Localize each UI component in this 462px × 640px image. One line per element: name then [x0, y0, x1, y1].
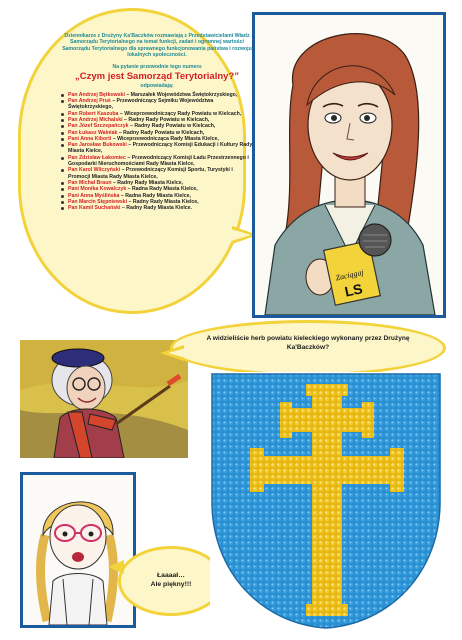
respondents-list: [59, 92, 255, 212]
crest-photo: [210, 372, 442, 630]
respondent-name: Pani Monika Kowalczyk: [68, 186, 127, 193]
answer-lead: odpowiadają:: [140, 83, 174, 90]
question-title: „Czym jest Samorząd Terytorialny?”: [74, 71, 239, 83]
respondent-role: – Radny Rady Miasta Kielce.: [120, 205, 192, 212]
respondent-role: – Radna Rady Miasta Kielce,: [126, 186, 198, 193]
respondent-item: [68, 155, 255, 168]
interview-intro: Dziennikarze z Drużyny Ka'Baczków rozmawiają z Przedstawicielami Władz Samorządu Terytorialnego na temat funkcji, zadań i ogromnej wartości Samorządu Terytorialnego dla sprawnego funkcjonowania państwa i rozwoju lokalnych społeczności.: [62, 33, 252, 58]
respondent-name: Pan Marcin Stępniewski: [68, 198, 128, 205]
girl-reply-line1: Łaaaał…: [157, 572, 185, 579]
respondent-name: Pan Michał Braun: [68, 179, 112, 186]
respondent-name: Pan Robert Kaszuba: [68, 110, 119, 117]
respondent-name: Pan Andrzej Pruś: [68, 98, 111, 105]
respondent-item: [68, 167, 255, 180]
bubble-tail-fill: [168, 348, 186, 358]
respondent-name: Pan Kamil Suchański: [68, 205, 121, 212]
crest-mosaic: [210, 372, 442, 630]
girl-reply-bubble: [118, 546, 224, 616]
respondent-role: – Przewodniczący Komisji Edukacji i Kultury Rady Miasta Kielce,: [68, 142, 253, 155]
reporter-illustration: [252, 12, 446, 318]
respondent-role: – Radny Rady Miasta Kielce,: [127, 198, 199, 205]
respondent-name: Pan Łukasz Wainiak: [68, 129, 118, 136]
respondent-name: Pan Karol Wilczyński: [68, 167, 121, 174]
respondent-role: – Przewodniczący Komisji Ładu Przestrzennego i Gospodarki Nieruchomościami Rady Miasta Kielce,: [68, 154, 249, 168]
crest-question-text: A widzieliście herb powiatu kieleckiego wykonany przez Drużynę Ka'Baczków?: [206, 335, 410, 351]
bubble-tail: [108, 560, 124, 574]
respondent-item: [68, 205, 255, 211]
respondent-role: – Wiceprzewodniczący Rady Powiatu w Kielcach,: [118, 110, 242, 117]
respondent-role: – Przewodniczący Sejmiku Województwa Świętokrzyskiego,: [68, 98, 214, 111]
question-lead: Na pytanie przewodnie tego numeru: [112, 64, 202, 71]
interview-text-block: [59, 33, 255, 211]
crest-question-bubble: [170, 320, 446, 376]
respondent-item: [68, 98, 255, 111]
microphone-label-line1: Zaciągaj: [334, 267, 365, 283]
respondent-name: Pan Józef Szczepańczyk: [68, 123, 129, 130]
respondent-name: Pani Anna Kiborti: [68, 135, 112, 142]
respondent-name: Pan Jarosław Bukowski: [68, 142, 127, 149]
respondent-role: – Radny Rady Powiatu w Kielcach,: [122, 116, 210, 123]
girl-reply-text: [121, 571, 221, 589]
respondent-role: – Radny Rady Powiatu w Kielcach,: [128, 123, 216, 130]
respondent-role: – Przewodniczący Komisji Sportu, Turystyki i Promocji Miasta Rady Miasta Kielce,: [68, 167, 233, 180]
bubble-tail-fill: [231, 229, 251, 241]
girl-illustration: [20, 472, 136, 628]
respondent-role: – Marszałek Województwa Świętokrzyskiego,: [124, 91, 238, 98]
microphone-label-line2: LS: [343, 280, 364, 300]
respondent-name: Pan Zdzisław Łakomiec: [68, 154, 126, 161]
respondent-role: – Radna Rady Miasta Kielce,: [119, 192, 191, 199]
girl-drawing: [23, 475, 133, 625]
respondent-role: – Radny Rady Powiatu w Kielcach,: [117, 129, 205, 136]
respondent-name: Pan Andrzej Bętkowski: [68, 91, 125, 98]
interview-speech-bubble: [18, 8, 253, 314]
respondent-name: Pani Anna Myślińska: [68, 192, 120, 199]
reporter-drawing: [255, 15, 443, 315]
girl-reply-line2: Ale piękny!!!: [150, 581, 192, 588]
respondent-item: [68, 142, 255, 155]
respondent-name: Pan Andrzej Michalski: [68, 116, 123, 123]
respondent-role: – Wiceprzewodnicząca Rady Miasta Kielce,: [111, 135, 219, 142]
respondent-role: – Radny Rady Miasta Kielce,: [111, 179, 184, 186]
